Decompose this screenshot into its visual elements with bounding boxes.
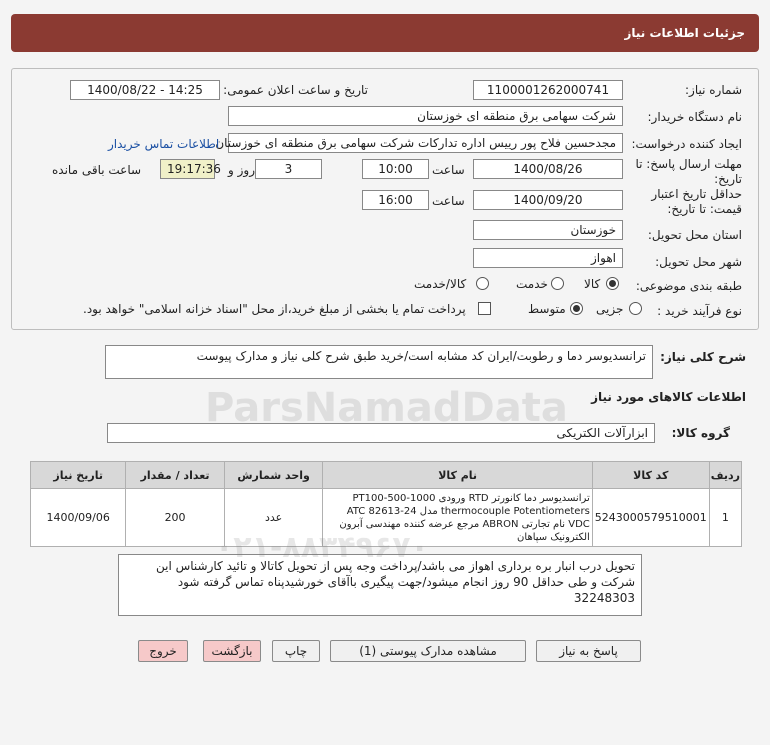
validity-time-field: 16:00 [362,190,429,210]
days-remaining-field: 3 [255,159,322,179]
watermark-logo: ParsNamadData [205,385,568,431]
col-header-date: تاریخ نیاز [31,462,126,489]
announce-label: تاریخ و ساعت اعلان عمومی: [223,83,368,97]
category-goods-service-label: کالا/خدمت [414,277,467,291]
days-label: روز و [228,163,255,177]
category-radio-goods[interactable] [606,277,619,290]
category-goods-label: کالا [584,277,601,291]
buyer-notes-field: تحویل درب انبار بره برداری اهواز می باشد/پرداخت وجه پس از تحویل کاتالا و تائید کارشناس این شرکت و طی حداقل 90 روز انجام میشود/جهت پیگیری باآقای خورشیدپناه تماس گرفته شود 32248303 [118,554,642,616]
back-button[interactable]: بازگشت [203,640,261,662]
category-service-label: خدمت [516,277,548,291]
cell-row: 1 [709,489,741,547]
category-radio-service[interactable] [551,277,564,290]
description-label: شرح کلی نیاز: [660,350,746,364]
reply-button[interactable]: پاسخ به نیاز [536,640,641,662]
treasury-note: پرداخت تمام یا بخشی از مبلغ خرید،از محل "اسناد خزانه اسلامی" خواهد بود. [83,302,466,316]
process-radio-minor[interactable] [629,302,642,315]
page-title: جزئیات اطلاعات نیاز [624,26,745,40]
items-table-wrap [30,461,742,547]
remaining-time-label: ساعت باقی مانده [52,163,142,177]
process-minor-label: جزیی [596,302,624,316]
need-number-label: شماره نیاز: [685,83,742,97]
validity-label-date: قیمت: تا تاریخ: [667,202,742,216]
goods-group-field: ابزارآلات الکتریکی [107,423,655,443]
deadline-time-label: ساعت [432,163,465,177]
col-header-qty: تعداد / مقدار [126,462,224,489]
cell-code: 5243000579510001 [592,489,709,547]
cell-unit: عدد [224,489,323,547]
deadline-label: مهلت ارسال پاسخ: تا [635,157,742,171]
category-radio-goods-service[interactable] [476,277,489,290]
page-header [11,14,759,52]
province-field: خوزستان [473,220,623,240]
creator-field: مجدحسین فلاح پور رییس اداره تدارکات شرکت سهامی برق منطقه ای خوزستان [228,133,623,153]
contact-info-link[interactable]: اطلاعات تماس خریدار [108,137,220,151]
buyer-field: شرکت سهامی برق منطقه ای خوزستان [228,106,623,126]
col-header-row: ردیف [709,462,741,489]
province-label: استان محل تحویل: [647,228,742,242]
cell-name: ترانسدیوسر دما کانورتر RTD ورودی PT100-500-1000 thermocouple Potentiometers مدل ATC 82613-24 VDC نام تجارتی ABRON مرجع عرضه کننده مهندسی آبرون الکترونیک سپاهان [323,489,592,547]
process-label: نوع فرآیند خرید : [657,304,742,318]
validity-time-label: ساعت [432,194,465,208]
print-button[interactable]: چاپ [272,640,320,662]
treasury-checkbox[interactable] [478,302,491,315]
deadline-date-field: 1400/08/26 [473,159,623,179]
watermark-phone: ۰۲۱-۸۸۳۴۹۶۷۰ [215,530,429,565]
goods-group-label: گروه کالا: [671,426,730,440]
col-header-code: کد کالا [592,462,709,489]
attachments-button[interactable]: مشاهده مدارک پیوستی (1) [330,640,526,662]
validity-label: حداقل تاریخ اعتبار [651,187,742,201]
process-medium-label: متوسط [528,302,566,316]
need-number-field: 1100001262000741 [473,80,623,100]
city-label: شهر محل تحویل: [655,255,742,269]
process-radio-medium[interactable] [570,302,583,315]
cell-date: 1400/09/06 [31,489,126,547]
col-header-unit: واحد شمارش [224,462,323,489]
goods-section-title: اطلاعات کالاهای مورد نیاز [591,390,746,404]
city-field: اهواز [473,248,623,268]
exit-button[interactable]: خروج [138,640,188,662]
creator-label: ایجاد کننده درخواست: [631,137,742,151]
validity-date-field: 1400/09/20 [473,190,623,210]
table-header-row [31,462,742,489]
remaining-time-field: 19:17:36 [160,159,215,179]
deadline-label-date: تاریخ: [714,172,742,186]
description-field: ترانسدیوسر دما و رطوبت/ایران کد مشابه است/خرید طبق شرح کلی نیاز و مدارک پیوست [105,345,653,379]
col-header-name: نام کالا [323,462,592,489]
items-table [30,461,742,547]
table-row [31,489,742,547]
category-label: طبقه بندی موضوعی: [635,279,742,293]
cell-qty: 200 [126,489,224,547]
deadline-time-field: 10:00 [362,159,429,179]
announce-field: 1400/08/22 - 14:25 [70,80,220,100]
buyer-label: نام دستگاه خریدار: [647,110,742,124]
